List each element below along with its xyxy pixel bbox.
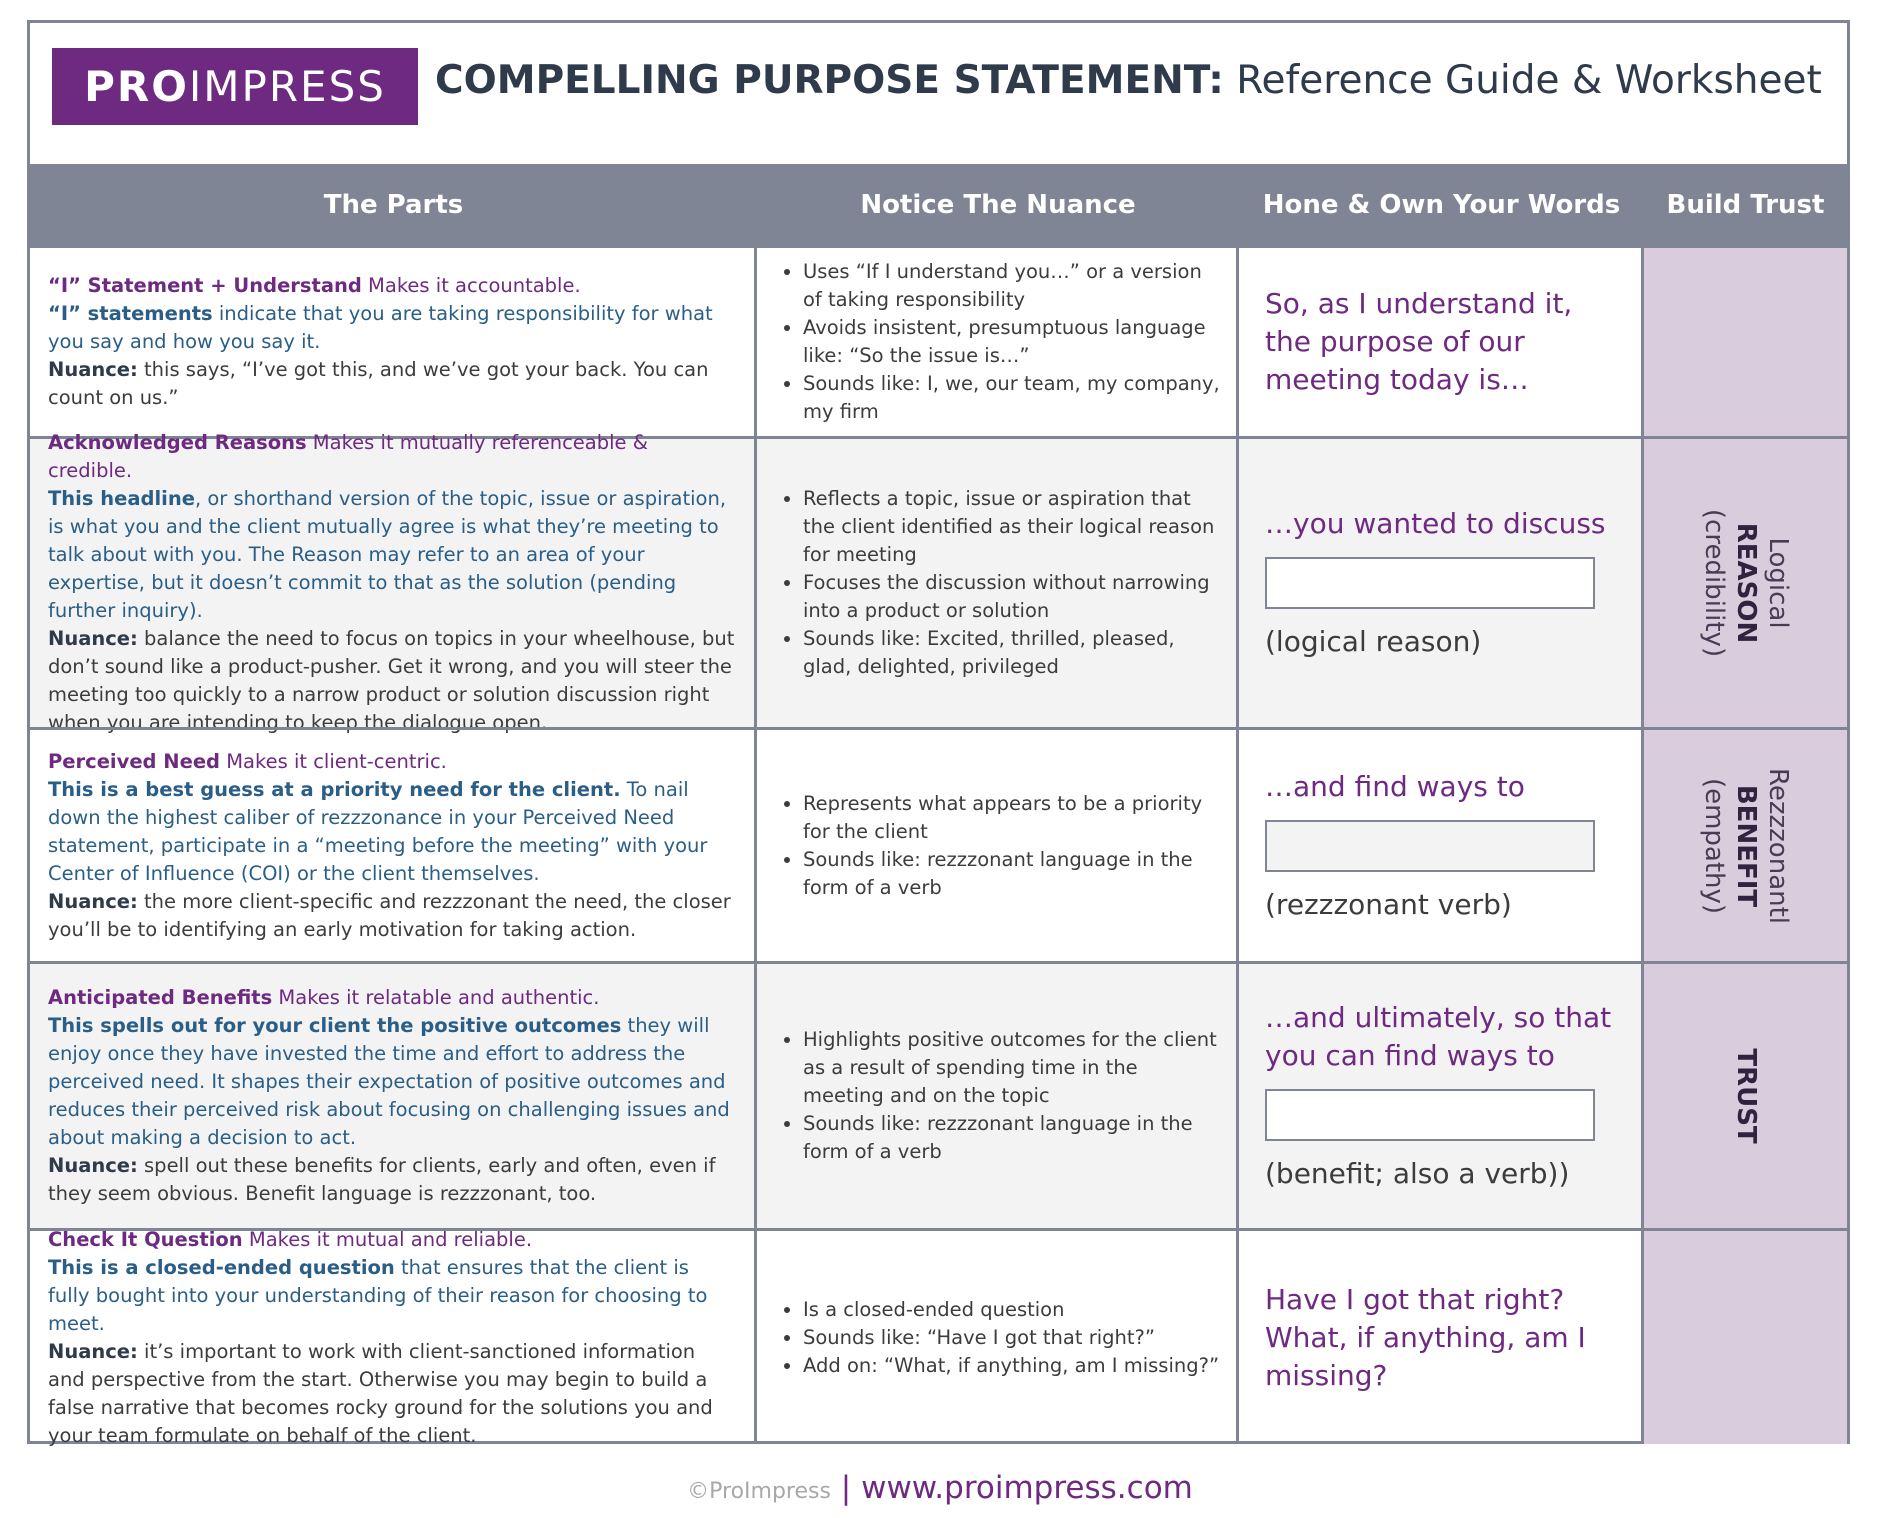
logo-light: IMPRESS bbox=[188, 62, 386, 111]
column-header-nuance: Notice The Nuance bbox=[860, 190, 1136, 220]
part-lead: This spells out for your client the positive outcomes bbox=[48, 1014, 622, 1037]
nuance-bullet: • Sounds like: rezzzonant language in the form of a verb bbox=[803, 846, 1222, 902]
trust-label-vertical bbox=[1698, 509, 1794, 657]
nuance-bullet: • Is a closed-ended question bbox=[803, 1296, 1222, 1324]
trust-cell bbox=[1644, 964, 1847, 1228]
trust-cell bbox=[1644, 1231, 1847, 1444]
row-acknowledged-reasons bbox=[30, 431, 1847, 734]
part-summary: Makes it accountable. bbox=[361, 274, 581, 297]
part-title: “I” Statement + Understand bbox=[48, 274, 362, 297]
nuance-label: Nuance: bbox=[48, 358, 138, 381]
part-description: that ensures that the client is fully bought into your understanding of their reason for choosing to meet. bbox=[48, 1255, 708, 1335]
part-summary: Makes it mutual and reliable. bbox=[242, 1227, 533, 1251]
column-header-trust: Build Trust bbox=[1666, 190, 1825, 220]
nuance-text: the more client-specific and rezzzonant the need, the closer you’ll be to identifying an early motivation for taking action. bbox=[48, 889, 731, 941]
part-title: Check It Question bbox=[48, 1227, 243, 1251]
page-title bbox=[435, 58, 1822, 103]
logical-reason-input-box[interactable] bbox=[1265, 557, 1595, 609]
hone-cell bbox=[1239, 1231, 1644, 1444]
nuance-bullet: • Add on: “What, if anything, am I missing?” bbox=[803, 1352, 1222, 1380]
nuance-cell bbox=[757, 730, 1239, 961]
hone-cell bbox=[1239, 964, 1644, 1228]
row-i-statement bbox=[30, 245, 1847, 436]
header bbox=[30, 23, 1847, 163]
hone-prompt: …you wanted to discuss bbox=[1265, 507, 1606, 540]
part-summary: Makes it mutually referenceable & credible. bbox=[48, 431, 648, 482]
nuance-label: Nuance: bbox=[48, 1339, 138, 1363]
nuance-bullet: • Sounds like: I, we, our team, my company, my firm bbox=[803, 370, 1222, 426]
part-description: indicate that you are taking responsibility for what you say and how you say it. bbox=[48, 302, 713, 353]
part-title: Perceived Need bbox=[48, 749, 221, 773]
trust-line1: Logical bbox=[1762, 537, 1793, 629]
nuance-cell bbox=[757, 964, 1239, 1228]
nuance-bullet: • Reflects a topic, issue or aspiration that the client identified as their logical reason for meeting bbox=[803, 485, 1222, 569]
benefit-input-box[interactable] bbox=[1265, 1089, 1595, 1141]
hone-cell bbox=[1239, 730, 1644, 961]
footer-separator: | bbox=[830, 1470, 862, 1506]
trust-line2: BENEFIT bbox=[1730, 784, 1761, 907]
logo-bold: PRO bbox=[84, 62, 189, 111]
trust-line1: TRUST bbox=[1730, 1048, 1761, 1144]
part-lead: This is a best guess at a priority need for the client. bbox=[48, 777, 621, 801]
hone-prompt: Have I got that right? What, if anything, am I missing? bbox=[1265, 1282, 1586, 1392]
nuance-bullet: • Highlights positive outcomes for the client as a result of spending time in the meeting and on the topic bbox=[803, 1026, 1222, 1110]
part-summary: Makes it client-centric. bbox=[220, 749, 447, 773]
nuance-bullet: • Sounds like: rezzzonant language in the form of a verb bbox=[803, 1110, 1222, 1166]
nuance-label: Nuance: bbox=[48, 1154, 138, 1177]
trust-line3: (credibility) bbox=[1698, 508, 1729, 658]
hone-prompt: So, as I understand it, the purpose of our meeting today is… bbox=[1265, 287, 1573, 396]
trust-label-vertical bbox=[1698, 767, 1794, 923]
parts-cell bbox=[30, 964, 757, 1228]
parts-cell bbox=[30, 730, 757, 961]
trust-cell bbox=[1644, 439, 1847, 727]
worksheet-frame bbox=[27, 20, 1850, 1447]
column-header-bar bbox=[30, 164, 1847, 246]
nuance-bullet: • Uses “If I understand you…” or a version of taking responsibility bbox=[803, 258, 1222, 314]
trust-cell bbox=[1644, 248, 1847, 436]
trust-label-vertical bbox=[1730, 1048, 1762, 1143]
part-title: Acknowledged Reasons bbox=[48, 431, 307, 454]
proimpress-logo bbox=[52, 48, 418, 125]
part-summary: Makes it relatable and authentic. bbox=[272, 986, 600, 1009]
row-anticipated-benefits bbox=[30, 961, 1847, 1228]
nuance-bullet: • Avoids insistent, presumptuous language like: “So the issue is…” bbox=[803, 314, 1222, 370]
footer bbox=[0, 1470, 1880, 1506]
part-description: , or shorthand version of the topic, issue or aspiration, is what you and the client mutually agree is what they’re meeting to talk about with you. The Reason may refer to an area of your expertise, but it doesn’t commit to that as the solution (pending further inquiry). bbox=[48, 487, 727, 622]
copyright-text: ©ProImpress bbox=[687, 1479, 831, 1504]
row-perceived-need bbox=[30, 727, 1847, 961]
nuance-bullet: • Represents what appears to be a priority for the client bbox=[803, 790, 1222, 846]
nuance-label: Nuance: bbox=[48, 627, 138, 650]
column-header-hone: Hone & Own Your Words bbox=[1262, 190, 1621, 220]
title-rest: Reference Guide & Worksheet bbox=[1223, 58, 1822, 103]
hone-hint: (benefit; also a verb)) bbox=[1265, 1157, 1570, 1190]
nuance-bullet: • Focuses the discussion without narrowing into a product or solution bbox=[803, 569, 1222, 625]
part-lead: This is a closed-ended question bbox=[48, 1255, 395, 1279]
nuance-bullet: • Sounds like: “Have I got that right?” bbox=[803, 1324, 1222, 1352]
part-title: Anticipated Benefits bbox=[48, 986, 273, 1009]
website-link[interactable]: www.proimpress.com bbox=[861, 1470, 1193, 1506]
hone-cell bbox=[1239, 439, 1644, 727]
title-bold: COMPELLING PURPOSE STATEMENT: bbox=[435, 58, 1224, 103]
part-lead: This headline bbox=[48, 487, 195, 510]
hone-hint: (logical reason) bbox=[1265, 625, 1482, 658]
trust-cell bbox=[1644, 730, 1847, 961]
nuance-cell bbox=[757, 439, 1239, 727]
column-header-parts: The Parts bbox=[323, 190, 464, 220]
row-check-it-question bbox=[30, 1227, 1847, 1447]
trust-line2: REASON bbox=[1730, 522, 1761, 644]
nuance-cell bbox=[757, 1231, 1239, 1444]
nuance-text: balance the need to focus on topics in your wheelhouse, but don’t sound like a product-pusher. Get it wrong, and you will steer the meeting too quickly to a narrow product or solution discussion right when you are intending to keep the dialogue open. bbox=[48, 627, 735, 734]
hone-hint: (rezzzonant verb) bbox=[1265, 887, 1512, 921]
nuance-text: it’s important to work with client-sanctioned information and perspective from the start. Otherwise you may begin to build a false narrative that becomes rocky ground for the solutions you and your team formulate on behalf of the client. bbox=[48, 1339, 713, 1447]
nuance-label: Nuance: bbox=[48, 889, 138, 913]
trust-line3: (empathy) bbox=[1698, 777, 1729, 914]
rezzzonant-verb-input-box[interactable] bbox=[1265, 820, 1595, 872]
parts-cell bbox=[30, 248, 757, 436]
hone-cell bbox=[1239, 248, 1644, 436]
parts-cell bbox=[30, 1227, 757, 1447]
nuance-text: spell out these benefits for clients, early and often, even if they seem obvious. Benefit language is rezzzonant, too. bbox=[48, 1154, 716, 1205]
trust-line1: Rezzzonantl bbox=[1762, 767, 1793, 924]
part-description: To nail down the highest caliber of rezzzonance in your Perceived Need statement, participate in a “meeting before the meeting” with your Center of Influence (COI) or the client themselves. bbox=[48, 777, 708, 885]
part-lead: “I” statements bbox=[48, 302, 213, 325]
nuance-bullet: • Sounds like: Excited, thrilled, pleased, glad, delighted, privileged bbox=[803, 625, 1222, 681]
parts-cell bbox=[30, 431, 757, 734]
part-description: they will enjoy once they have invested the time and effort to address the perceived need. It shapes their expectation of positive outcomes and reduces their perceived risk about focusing on challenging issues and about making a decision to act. bbox=[48, 1014, 730, 1149]
hone-prompt: …and ultimately, so that you can find ways to bbox=[1265, 1001, 1612, 1072]
nuance-text: this says, “I’ve got this, and we’ve got your back. You can count on us.” bbox=[48, 358, 709, 409]
hone-prompt: …and find ways to bbox=[1265, 769, 1525, 803]
nuance-cell bbox=[757, 248, 1239, 436]
